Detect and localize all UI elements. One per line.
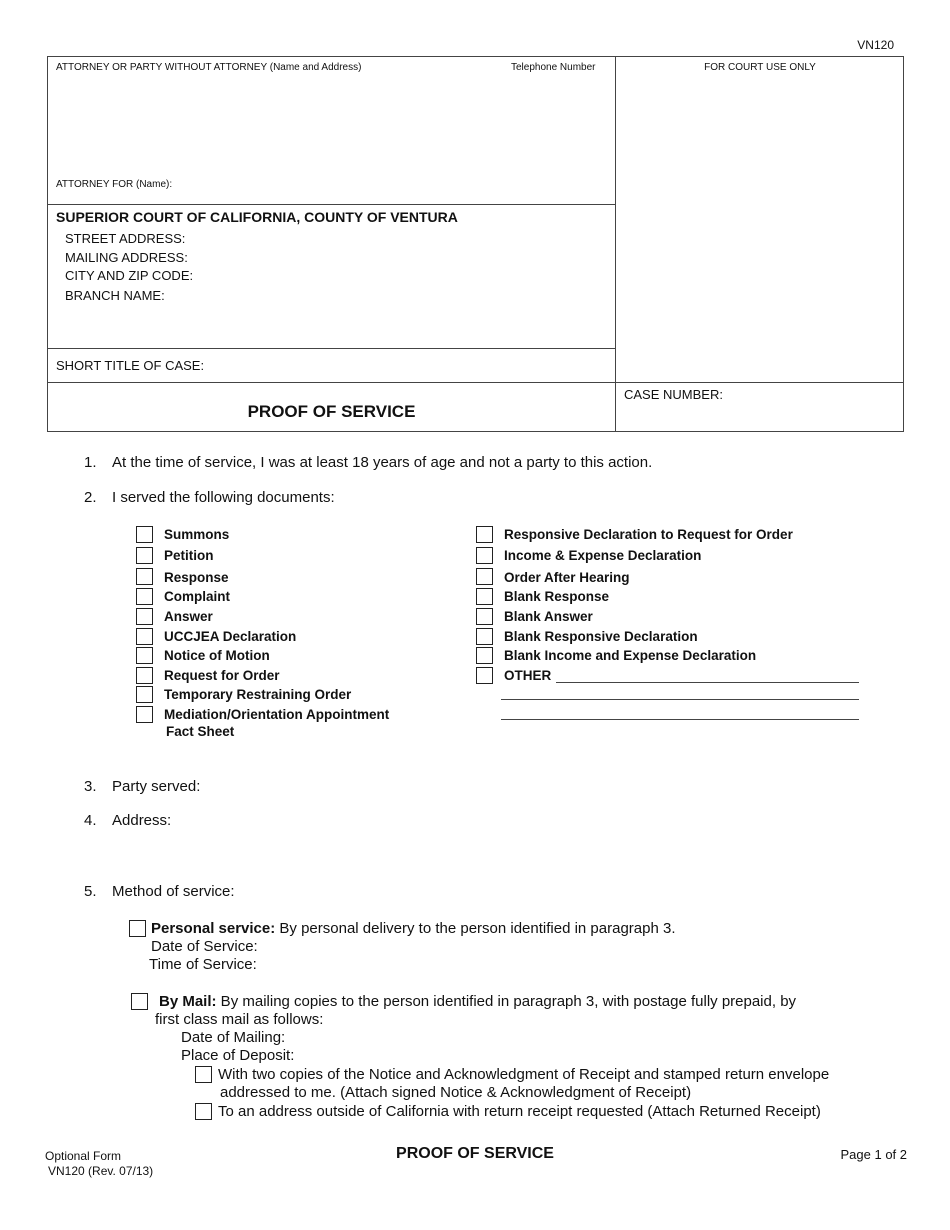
doc-label: Response	[164, 570, 229, 585]
divider	[48, 204, 615, 205]
doc-checkbox[interactable]	[136, 547, 153, 564]
form-title: PROOF OF SERVICE	[247, 402, 416, 421]
by-mail-text: By Mail: By mailing copies to the person identified in paragraph 3, with postage fully prepaid, by	[159, 993, 797, 1010]
court-name: SUPERIOR COURT OF CALIFORNIA, COUNTY OF VENTURA	[56, 209, 458, 225]
doc-label: UCCJEA Declaration	[164, 629, 297, 644]
attorney-label: ATTORNEY OR PARTY WITHOUT ATTORNEY (Name and Address)	[56, 62, 362, 73]
doc-checkbox[interactable]	[136, 706, 153, 723]
doc-label: Income & Expense Declaration	[504, 548, 702, 563]
doc-checkbox[interactable]	[476, 526, 493, 543]
doc-label: Blank Answer	[504, 609, 593, 624]
telephone-label: Telephone Number	[511, 62, 596, 73]
page-number: Page 1 of 2	[840, 1147, 907, 1162]
item-number: 2.	[84, 489, 97, 506]
doc-checkbox[interactable]	[136, 667, 153, 684]
item-text: Party served:	[112, 778, 201, 795]
place-of-deposit-label: Place of Deposit:	[181, 1047, 295, 1064]
doc-label: Petition	[164, 548, 214, 563]
time-of-service-label: Time of Service:	[149, 956, 257, 973]
form-id: VN120	[857, 38, 894, 52]
out-of-state-checkbox[interactable]	[195, 1103, 212, 1120]
item-number: 1.	[84, 454, 97, 471]
doc-checkbox[interactable]	[136, 628, 153, 645]
attorney-name-address-field[interactable]	[56, 79, 611, 177]
court-use-label: FOR COURT USE ONLY	[704, 62, 816, 73]
doc-label: Blank Response	[504, 589, 610, 604]
option-text: With two copies of the Notice and Acknowledgment of Receipt and stamped return envelope	[218, 1066, 830, 1083]
doc-label: Temporary Restraining Order	[164, 687, 352, 702]
doc-label: Complaint	[164, 589, 230, 604]
divider	[48, 348, 615, 349]
option-text: addressed to me. (Attach signed Notice & Acknowledgment of Receipt)	[220, 1084, 692, 1101]
footer-title: PROOF OF SERVICE	[396, 1145, 554, 1162]
city-zip-label: CITY AND ZIP CODE:	[65, 268, 194, 283]
doc-label: Notice of Motion	[164, 648, 270, 663]
attorney-for-label: ATTORNEY FOR (Name):	[56, 179, 173, 190]
doc-checkbox[interactable]	[476, 547, 493, 564]
other-blank-line[interactable]	[501, 719, 859, 720]
personal-service-text: Personal service: By personal delivery to the person identified in paragraph 3.	[151, 920, 676, 937]
item-text: At the time of service, I was at least 18 years of age and not a party to this action.	[112, 454, 653, 471]
item-text: Method of service:	[112, 883, 235, 900]
item-number: 4.	[84, 812, 97, 829]
street-address-label: STREET ADDRESS:	[65, 231, 186, 246]
option-text: To an address outside of California with return receipt requested (Attach Returned Receipt)	[218, 1103, 821, 1120]
divider	[615, 57, 616, 431]
doc-checkbox[interactable]	[136, 588, 153, 605]
doc-checkbox[interactable]	[476, 588, 493, 605]
short-title-label: SHORT TITLE OF CASE:	[56, 358, 205, 373]
branch-name-label: BRANCH NAME:	[65, 288, 165, 303]
doc-checkbox[interactable]	[476, 647, 493, 664]
doc-label: Responsive Declaration to Request for Order	[504, 527, 793, 542]
personal-service-checkbox[interactable]	[129, 920, 146, 937]
doc-label: Mediation/Orientation Appointment	[164, 707, 390, 722]
by-mail-checkbox[interactable]	[131, 993, 148, 1010]
doc-checkbox[interactable]	[476, 568, 493, 585]
doc-checkbox[interactable]	[136, 526, 153, 543]
item-text: Address:	[112, 812, 172, 829]
date-of-service-label: Date of Service:	[151, 938, 258, 955]
notice-acknowledgment-checkbox[interactable]	[195, 1066, 212, 1083]
doc-checkbox[interactable]	[136, 608, 153, 625]
doc-checkbox[interactable]	[476, 608, 493, 625]
doc-label: Answer	[164, 609, 213, 624]
other-blank-line[interactable]	[556, 682, 859, 683]
mailing-address-label: MAILING ADDRESS:	[65, 250, 188, 265]
caption-header	[47, 56, 904, 432]
form-revision: VN120 (Rev. 07/13)	[48, 1164, 154, 1178]
doc-checkbox[interactable]	[136, 568, 153, 585]
item-number: 5.	[84, 883, 97, 900]
doc-label: Summons	[164, 527, 230, 542]
doc-label: Blank Income and Expense Declaration	[504, 648, 757, 663]
optional-form-label: Optional Form	[45, 1149, 122, 1163]
doc-checkbox[interactable]	[136, 647, 153, 664]
item-text: I served the following documents:	[112, 489, 335, 506]
doc-label: Fact Sheet	[166, 724, 235, 739]
item-number: 3.	[84, 778, 97, 795]
other-blank-line[interactable]	[501, 699, 859, 700]
doc-checkbox[interactable]	[136, 686, 153, 703]
case-number-label: CASE NUMBER:	[624, 387, 723, 402]
divider	[48, 382, 904, 383]
doc-label: Blank Responsive Declaration	[504, 629, 698, 644]
date-of-mailing-label: Date of Mailing:	[181, 1029, 286, 1046]
doc-label: Order After Hearing	[504, 570, 630, 585]
doc-label: OTHER	[504, 668, 552, 683]
doc-checkbox[interactable]	[476, 628, 493, 645]
by-mail-text: first class mail as follows:	[155, 1011, 324, 1028]
doc-checkbox[interactable]	[476, 667, 493, 684]
doc-label: Request for Order	[164, 668, 280, 683]
